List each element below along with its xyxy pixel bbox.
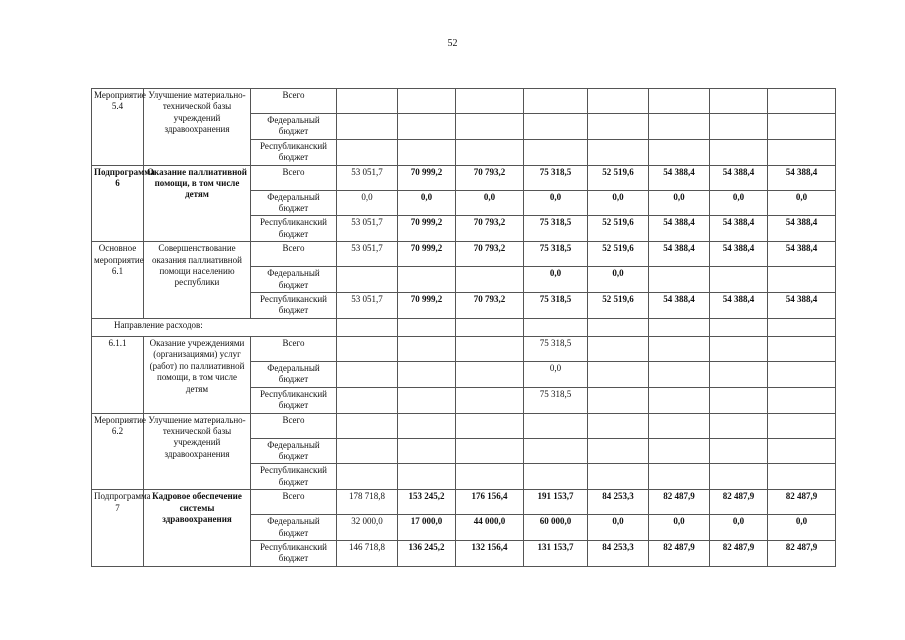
value-cell: 0,0 (588, 190, 649, 216)
empty-cell (649, 318, 710, 336)
value-cell (710, 89, 768, 114)
value-cell (649, 361, 710, 387)
value-cell (649, 464, 710, 490)
value-cell: 60 000,0 (524, 515, 588, 541)
value-cell (337, 438, 398, 464)
value-cell (588, 464, 649, 490)
value-cell: 54 388,4 (768, 216, 836, 242)
value-cell (588, 114, 649, 140)
value-cell (649, 267, 710, 293)
funding-source: Республиканский бюджет (251, 540, 337, 566)
value-cell (337, 387, 398, 413)
value-cell (456, 139, 524, 165)
value-cell: 0,0 (768, 515, 836, 541)
value-cell (768, 464, 836, 490)
value-cell: 54 388,4 (768, 293, 836, 319)
value-cell: 132 156,4 (456, 540, 524, 566)
value-cell: 84 253,3 (588, 490, 649, 515)
value-cell: 82 487,9 (768, 490, 836, 515)
funding-source: Всего (251, 413, 337, 438)
value-cell: 70 793,2 (456, 216, 524, 242)
item-name: Улучшение материально-технической базы учреждений здравоохранения (144, 413, 251, 490)
value-cell: 53 051,7 (337, 216, 398, 242)
item-code: Мероприятие 5.4 (92, 89, 144, 166)
value-cell (768, 438, 836, 464)
empty-cell (588, 318, 649, 336)
empty-cell (768, 318, 836, 336)
value-cell (649, 336, 710, 361)
item-code: Подпрограмма 7 (92, 490, 144, 567)
value-cell (398, 464, 456, 490)
table-row (92, 413, 836, 438)
value-cell: 52 519,6 (588, 293, 649, 319)
value-cell (649, 139, 710, 165)
value-cell: 53 051,7 (337, 242, 398, 267)
value-cell (337, 413, 398, 438)
value-cell (649, 89, 710, 114)
value-cell (710, 361, 768, 387)
value-cell: 70 999,2 (398, 216, 456, 242)
value-cell (588, 361, 649, 387)
value-cell: 82 487,9 (649, 490, 710, 515)
value-cell (398, 361, 456, 387)
value-cell: 70 999,2 (398, 293, 456, 319)
value-cell: 54 388,4 (768, 242, 836, 267)
value-cell: 146 718,8 (337, 540, 398, 566)
funding-source: Федеральный бюджет (251, 114, 337, 140)
value-cell (768, 267, 836, 293)
funding-source: Всего (251, 336, 337, 361)
value-cell: 0,0 (524, 361, 588, 387)
item-name: Оказание паллиативной помощи, в том числе детям (144, 165, 251, 242)
funding-source: Республиканский бюджет (251, 464, 337, 490)
value-cell (649, 387, 710, 413)
value-cell: 0,0 (710, 190, 768, 216)
value-cell: 75 318,5 (524, 242, 588, 267)
value-cell: 54 388,4 (649, 216, 710, 242)
value-cell (649, 413, 710, 438)
value-cell: 54 388,4 (649, 242, 710, 267)
value-cell: 0,0 (524, 190, 588, 216)
funding-source: Всего (251, 89, 337, 114)
funding-source: Федеральный бюджет (251, 190, 337, 216)
value-cell (337, 336, 398, 361)
value-cell: 0,0 (524, 267, 588, 293)
value-cell: 75 318,5 (524, 336, 588, 361)
value-cell (588, 438, 649, 464)
value-cell (588, 336, 649, 361)
value-cell: 0,0 (649, 515, 710, 541)
value-cell (588, 89, 649, 114)
value-cell (398, 139, 456, 165)
value-cell: 70 793,2 (456, 165, 524, 190)
value-cell: 82 487,9 (710, 540, 768, 566)
value-cell (398, 387, 456, 413)
value-cell (649, 114, 710, 140)
funding-source: Республиканский бюджет (251, 293, 337, 319)
empty-cell (456, 318, 524, 336)
value-cell: 53 051,7 (337, 165, 398, 190)
item-code: Мероприятие 6.2 (92, 413, 144, 490)
value-cell (710, 438, 768, 464)
funding-source: Всего (251, 165, 337, 190)
value-cell (398, 89, 456, 114)
item-code: 6.1.1 (92, 336, 144, 413)
value-cell (768, 361, 836, 387)
value-cell: 75 318,5 (524, 293, 588, 319)
funding-source: Федеральный бюджет (251, 361, 337, 387)
value-cell (524, 464, 588, 490)
value-cell (337, 267, 398, 293)
funding-source: Республиканский бюджет (251, 216, 337, 242)
value-cell (398, 114, 456, 140)
value-cell: 75 318,5 (524, 387, 588, 413)
value-cell: 0,0 (588, 267, 649, 293)
value-cell (524, 413, 588, 438)
value-cell: 44 000,0 (456, 515, 524, 541)
value-cell (710, 114, 768, 140)
budget-table (91, 88, 836, 567)
table-row (92, 165, 836, 190)
value-cell (337, 139, 398, 165)
value-cell: 54 388,4 (710, 293, 768, 319)
value-cell (588, 139, 649, 165)
value-cell (456, 387, 524, 413)
table-row (92, 490, 836, 515)
funding-source: Всего (251, 490, 337, 515)
value-cell (337, 361, 398, 387)
item-name: Улучшение материально-технической базы учреждений здравоохранения (144, 89, 251, 166)
value-cell (456, 361, 524, 387)
value-cell (456, 89, 524, 114)
value-cell: 0,0 (710, 515, 768, 541)
funding-source: Республиканский бюджет (251, 139, 337, 165)
value-cell: 0,0 (456, 190, 524, 216)
value-cell: 82 487,9 (768, 540, 836, 566)
value-cell: 52 519,6 (588, 216, 649, 242)
value-cell (456, 114, 524, 140)
value-cell: 191 153,7 (524, 490, 588, 515)
page-number: 52 (447, 38, 458, 49)
value-cell (456, 464, 524, 490)
value-cell: 54 388,4 (649, 165, 710, 190)
value-cell: 70 999,2 (398, 165, 456, 190)
value-cell (337, 89, 398, 114)
item-code: Подпрограмма 6 (92, 165, 144, 242)
value-cell (768, 89, 836, 114)
value-cell: 131 153,7 (524, 540, 588, 566)
value-cell (398, 413, 456, 438)
value-cell (768, 139, 836, 165)
table-row (92, 242, 836, 267)
value-cell: 75 318,5 (524, 216, 588, 242)
value-cell (768, 114, 836, 140)
value-cell (710, 387, 768, 413)
value-cell: 84 253,3 (588, 540, 649, 566)
value-cell (456, 438, 524, 464)
value-cell: 52 519,6 (588, 165, 649, 190)
value-cell (524, 89, 588, 114)
value-cell (710, 413, 768, 438)
value-cell: 17 000,0 (398, 515, 456, 541)
value-cell (456, 336, 524, 361)
value-cell (710, 139, 768, 165)
value-cell (649, 438, 710, 464)
direction-row (92, 318, 836, 336)
value-cell: 0,0 (398, 190, 456, 216)
empty-cell (337, 318, 398, 336)
value-cell (398, 438, 456, 464)
value-cell (398, 336, 456, 361)
value-cell (588, 387, 649, 413)
value-cell (337, 464, 398, 490)
value-cell: 153 245,2 (398, 490, 456, 515)
value-cell: 54 388,4 (649, 293, 710, 319)
table-row (92, 336, 836, 361)
value-cell: 0,0 (649, 190, 710, 216)
funding-source: Федеральный бюджет (251, 438, 337, 464)
value-cell (524, 438, 588, 464)
funding-source: Всего (251, 242, 337, 267)
value-cell: 32 000,0 (337, 515, 398, 541)
value-cell: 82 487,9 (710, 490, 768, 515)
value-cell: 70 999,2 (398, 242, 456, 267)
value-cell: 54 388,4 (710, 242, 768, 267)
value-cell: 136 245,2 (398, 540, 456, 566)
value-cell (398, 267, 456, 293)
value-cell: 54 388,4 (768, 165, 836, 190)
item-name: Кадровое обеспечение системы здравоохранения (144, 490, 251, 567)
empty-cell (710, 318, 768, 336)
value-cell: 53 051,7 (337, 293, 398, 319)
value-cell (524, 114, 588, 140)
value-cell (456, 413, 524, 438)
value-cell: 70 793,2 (456, 242, 524, 267)
value-cell (710, 464, 768, 490)
value-cell (588, 413, 649, 438)
funding-source: Федеральный бюджет (251, 267, 337, 293)
funding-source: Федеральный бюджет (251, 515, 337, 541)
value-cell (524, 139, 588, 165)
item-name: Оказание учреждениями (организациями) услуг (работ) по паллиативной помощи, в том числе детям (144, 336, 251, 413)
value-cell (337, 114, 398, 140)
value-cell (710, 336, 768, 361)
value-cell: 0,0 (337, 190, 398, 216)
item-name: Совершенствование оказания паллиативной помощи населению республики (144, 242, 251, 319)
value-cell: 176 156,4 (456, 490, 524, 515)
direction-label: Направление расходов: (92, 318, 337, 336)
value-cell (768, 387, 836, 413)
value-cell (710, 267, 768, 293)
value-cell: 178 718,8 (337, 490, 398, 515)
value-cell (768, 413, 836, 438)
value-cell (456, 267, 524, 293)
empty-cell (398, 318, 456, 336)
value-cell: 82 487,9 (649, 540, 710, 566)
value-cell: 70 793,2 (456, 293, 524, 319)
value-cell: 0,0 (768, 190, 836, 216)
value-cell (768, 336, 836, 361)
funding-source: Республиканский бюджет (251, 387, 337, 413)
value-cell: 54 388,4 (710, 216, 768, 242)
value-cell: 75 318,5 (524, 165, 588, 190)
empty-cell (524, 318, 588, 336)
item-code: Основное мероприятие 6.1 (92, 242, 144, 319)
table-row (92, 89, 836, 114)
value-cell: 52 519,6 (588, 242, 649, 267)
value-cell: 0,0 (588, 515, 649, 541)
value-cell: 54 388,4 (710, 165, 768, 190)
